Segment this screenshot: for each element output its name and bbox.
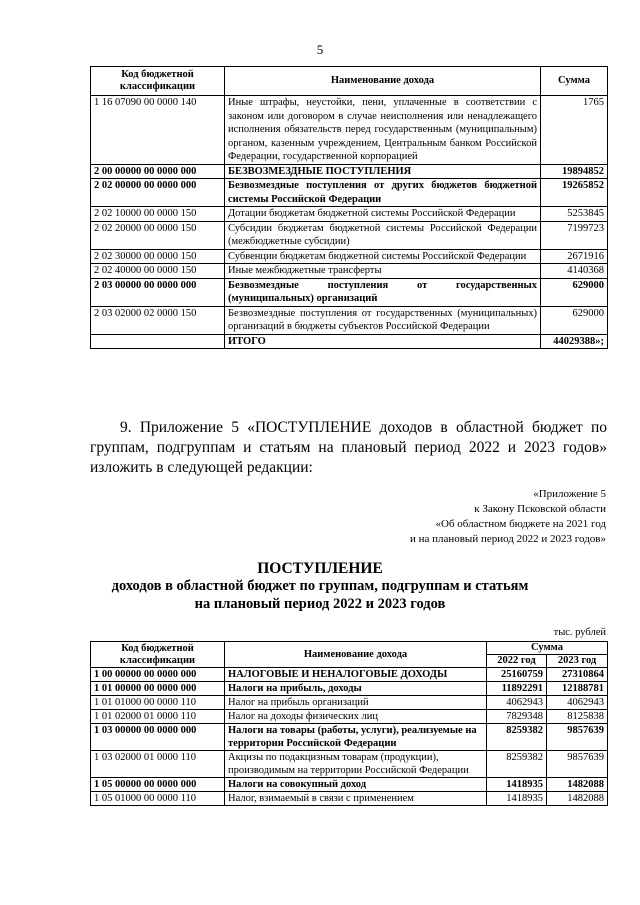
- table-row: [91, 682, 608, 696]
- table-row: [91, 751, 608, 778]
- row-sum: 629000: [541, 278, 608, 306]
- row-value-2023: 12188781: [547, 682, 608, 696]
- row-code: [91, 334, 225, 349]
- row-code: 2 02 00000 00 0000 000: [91, 179, 225, 207]
- row-sum: 5253845: [541, 207, 608, 222]
- table-row: [91, 179, 608, 207]
- row-code: 1 00 00000 00 0000 000: [91, 668, 225, 682]
- appendix-line: и на плановый период 2022 и 2023 годов»: [409, 533, 606, 545]
- row-sum: 19265852: [541, 179, 608, 207]
- row-name: Безвозмездные поступления от других бюджетов бюджетной системы Российской Федерации: [225, 179, 541, 207]
- row-code: 1 01 01000 00 0000 110: [91, 696, 225, 710]
- section-subtitle: доходов в областной бюджет по группам, подгруппам и статьям: [111, 578, 529, 594]
- row-code: 2 02 30000 00 0000 150: [91, 249, 225, 264]
- planned-income-table: [90, 641, 608, 806]
- row-sum: 2671916: [541, 249, 608, 264]
- table-header-row: [91, 67, 608, 96]
- table-row: [91, 96, 608, 165]
- header-code: Код бюджетной классификации: [91, 642, 225, 668]
- header-name: Наименование дохода: [225, 67, 541, 96]
- header-name: Наименование дохода: [225, 642, 487, 668]
- row-code: 2 02 10000 00 0000 150: [91, 207, 225, 222]
- row-name: Дотации бюджетам бюджетной системы Российской Федерации: [225, 207, 541, 222]
- row-name: ИТОГО: [225, 334, 541, 349]
- row-code: 2 03 00000 00 0000 000: [91, 278, 225, 306]
- row-value-2022: 1418935: [487, 792, 547, 806]
- row-name: Акцизы по подакцизным товарам (продукции), производимым на территории Российской Федерации: [225, 751, 487, 778]
- income-table-continued: [90, 66, 608, 349]
- row-name: Безвозмездные поступления от государственных (муниципальных) организаций в бюджеты субъектов Российской Федерации: [225, 306, 541, 334]
- paragraph-text: 9. Приложение 5 «ПОСТУПЛЕНИЕ доходов в областной бюджет по группам, подгруппам и статьям на плановый период 2022 и 2023 годов» изложить в следующей редакции:: [90, 419, 607, 476]
- row-code: 1 05 00000 00 0000 000: [91, 778, 225, 792]
- section-title: ПОСТУПЛЕНИЕ: [257, 560, 383, 577]
- appendix-reference: [286, 487, 606, 547]
- row-code: 2 02 20000 00 0000 150: [91, 221, 225, 249]
- row-name: Налог на прибыль организаций: [225, 696, 487, 710]
- appendix-line: «Приложение 5: [533, 488, 606, 500]
- row-value-2023: 9857639: [547, 751, 608, 778]
- row-sum: 629000: [541, 306, 608, 334]
- row-code: 1 03 02000 01 0000 110: [91, 751, 225, 778]
- row-code: 1 05 01000 00 0000 110: [91, 792, 225, 806]
- row-value-2022: 7829348: [487, 710, 547, 724]
- row-value-2023: 1482088: [547, 778, 608, 792]
- table-row: [91, 306, 608, 334]
- row-value-2022: 25160759: [487, 668, 547, 682]
- table-row: [91, 710, 608, 724]
- table-row: [91, 278, 608, 306]
- table-row: [91, 724, 608, 751]
- row-value-2023: 8125838: [547, 710, 608, 724]
- row-code: 2 03 02000 02 0000 150: [91, 306, 225, 334]
- table-row: [91, 696, 608, 710]
- row-sum: 19894852: [541, 164, 608, 179]
- table-row: [91, 249, 608, 264]
- table-row: [91, 264, 608, 279]
- row-name: Субсидии бюджетам бюджетной системы Российской Федерации (межбюджетные субсидии): [225, 221, 541, 249]
- row-value-2022: 1418935: [487, 778, 547, 792]
- table-row: [91, 164, 608, 179]
- table-row: [91, 221, 608, 249]
- row-sum: 7199723: [541, 221, 608, 249]
- row-sum: 44029388»;: [541, 334, 608, 349]
- row-code: 1 01 00000 00 0000 000: [91, 682, 225, 696]
- row-sum: 4140368: [541, 264, 608, 279]
- appendix-line: «Об областном бюджете на 2021 год: [435, 518, 606, 530]
- row-code: 2 00 00000 00 0000 000: [91, 164, 225, 179]
- row-name: Налоги на совокупный доход: [225, 778, 487, 792]
- row-value-2022: 11892291: [487, 682, 547, 696]
- row-code: 1 01 02000 01 0000 110: [91, 710, 225, 724]
- table-header-row: [91, 642, 608, 655]
- table-row: [91, 778, 608, 792]
- table-row: [91, 668, 608, 682]
- row-value-2023: 1482088: [547, 792, 608, 806]
- row-value-2023: 4062943: [547, 696, 608, 710]
- section-subtitle-period: на плановый период 2022 и 2023 годов: [194, 596, 446, 612]
- row-code: 2 02 40000 00 0000 150: [91, 264, 225, 279]
- header-2022: 2022 год: [487, 655, 547, 668]
- row-name: Налоги на товары (работы, услуги), реализуемые на территории Российской Федерации: [225, 724, 487, 751]
- row-name: Налоги на прибыль, доходы: [225, 682, 487, 696]
- row-value-2022: 8259382: [487, 751, 547, 778]
- row-name: Иные межбюджетные трансферты: [225, 264, 541, 279]
- row-code: 1 16 07090 00 0000 140: [91, 96, 225, 165]
- header-code: Код бюджетной классификации: [91, 67, 225, 96]
- row-sum: 1765: [541, 96, 608, 165]
- row-name: Налог на доходы физических лиц: [225, 710, 487, 724]
- table-row: [91, 207, 608, 222]
- row-name: Безвозмездные поступления от государственных (муниципальных) организаций: [225, 278, 541, 306]
- header-sum: Сумма: [487, 642, 608, 655]
- row-value-2022: 4062943: [487, 696, 547, 710]
- header-2023: 2023 год: [547, 655, 608, 668]
- header-sum: Сумма: [541, 67, 608, 96]
- row-name: Иные штрафы, неустойки, пени, уплаченные в соответствии с законом или договором в случае неисполнения или ненадлежащего исполнения обязательств перед государственным (муниципальным) органом, казенным учреждением, Центральным банком Российской Федерации, государственной корпорацией: [225, 96, 541, 165]
- row-name: Налог, взимаемый в связи с применением: [225, 792, 487, 806]
- row-code: 1 03 00000 00 0000 000: [91, 724, 225, 751]
- table-row: [91, 792, 608, 806]
- row-value-2023: 9857639: [547, 724, 608, 751]
- table-row: [91, 334, 608, 349]
- row-value-2023: 27310864: [547, 668, 608, 682]
- units-label: тыс. рублей: [553, 627, 606, 638]
- appendix-line: к Закону Псковской области: [474, 503, 606, 515]
- row-value-2022: 8259382: [487, 724, 547, 751]
- row-name: Субвенции бюджетам бюджетной системы Российской Федерации: [225, 249, 541, 264]
- row-name: НАЛОГОВЫЕ И НЕНАЛОГОВЫЕ ДОХОДЫ: [225, 668, 487, 682]
- page-number: 5: [316, 42, 324, 57]
- row-name: БЕЗВОЗМЕЗДНЫЕ ПОСТУПЛЕНИЯ: [225, 164, 541, 179]
- amendment-paragraph: [90, 418, 607, 478]
